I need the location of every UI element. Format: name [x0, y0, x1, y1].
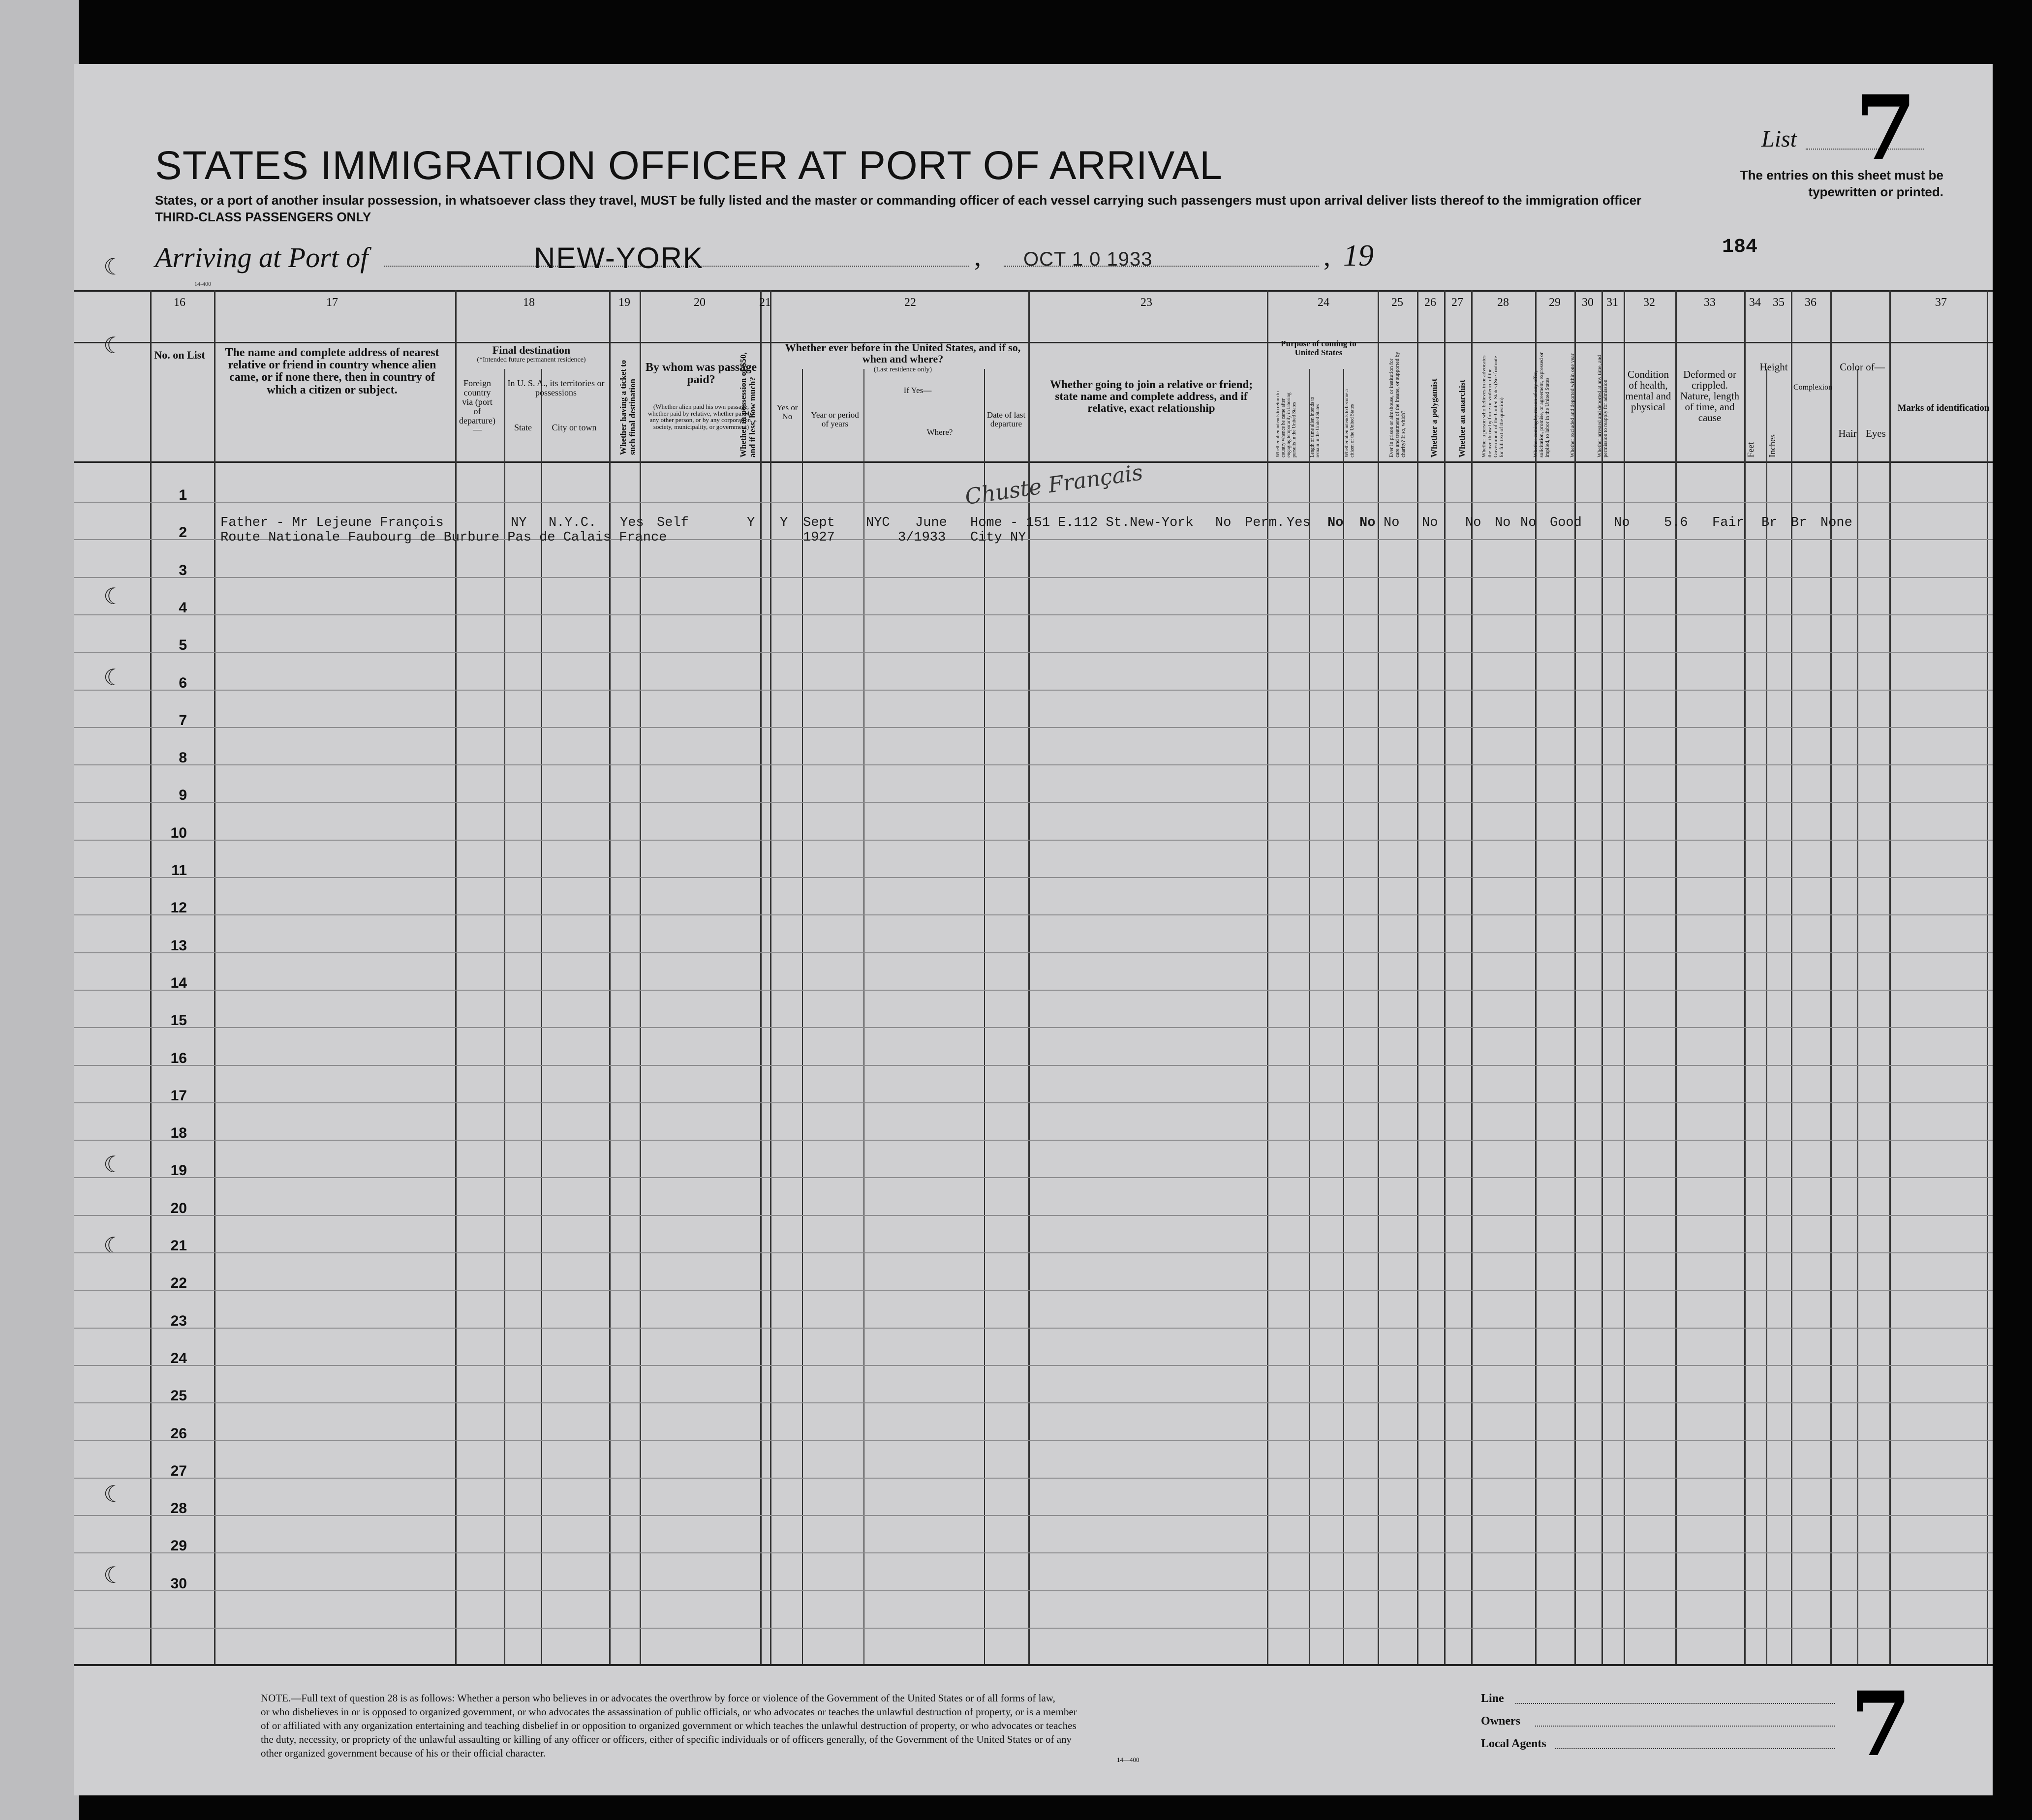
row-number: 9 [179, 787, 187, 804]
row-line [74, 1440, 1993, 1441]
header-bottom-border [74, 461, 1993, 463]
column-number: 21 [759, 296, 771, 309]
column-number: 22 [904, 296, 916, 309]
column-number: 37 [1935, 296, 1947, 309]
destination-city: N.Y.C. [549, 516, 597, 530]
column-number: 28 [1497, 296, 1509, 309]
eyes-value: Br [1791, 516, 1807, 530]
footnote-line-4: the duty, necessity, or propriety of the unlawful assaulting or killing of any officer or officers, either of specific individuals or of officers generally, of the Government of the United States or of any [261, 1733, 1072, 1745]
header-q28: Whether a person who believes in or advocates the overthrow by force or violence of the Government of the United States (See footnote for full text of the question) [1481, 355, 1505, 457]
header-year: Year or period of years [811, 410, 859, 428]
column-line [1309, 369, 1310, 1664]
column-line [1574, 290, 1576, 1664]
purpose-return-value: No [1215, 516, 1232, 530]
column-line [214, 290, 216, 1664]
column-number-border [74, 342, 1993, 343]
page-subtitle: States, or a port of another insular possession, in whatsoever class they travel, MUST be fully listed and the master or commanding officer of each vessel carrying such passengers must upon arrival deliver lists thereof to the immigration officer [155, 193, 1642, 208]
row-line [74, 1252, 1993, 1253]
row-number: 22 [170, 1275, 187, 1292]
binder-clip-icon: ☾ [103, 1481, 124, 1507]
column-line [1889, 290, 1891, 1664]
row-number: 4 [179, 599, 187, 616]
header-passage-paid: By whom was passage paid? [645, 361, 757, 387]
line-underline [1515, 1703, 1835, 1704]
column-line [1744, 290, 1746, 1664]
row-number: 28 [170, 1500, 187, 1517]
footer-list-number: 7 [1850, 1672, 1912, 1776]
row-line [74, 1590, 1993, 1591]
header-feet: Feet [1746, 442, 1755, 457]
header-purpose-length: Length of time alien intends to remain in the United States [1310, 396, 1321, 457]
row-number: 30 [170, 1575, 187, 1592]
column-line [1675, 290, 1677, 1664]
column-line [640, 290, 641, 1664]
anarchist-value: No [1384, 516, 1400, 530]
ticket-value: Yes [620, 516, 644, 530]
page-margin [0, 0, 79, 1820]
footnote-line-3: of or affiliated with any organization entertaining and teaching disbelief in or opposition to organized government or which teaches the unlawful destruction of property, or who advocates or teaches [261, 1720, 1077, 1731]
polygamist-value: No [1359, 516, 1376, 530]
q28-value: No [1422, 516, 1438, 530]
column-number: 26 [1424, 296, 1436, 309]
row-number: 27 [170, 1462, 187, 1479]
footnote-line-1: NOTE.—Full text of question 28 is as follows: Whether a person who believes in or advocates the overthrow by force or violence of the Government of the United States or of all forms of law, [261, 1692, 1055, 1704]
binder-clip-icon: ☾ [103, 583, 124, 609]
header-state: State [514, 423, 532, 432]
before-in-us-value: Y [780, 516, 788, 530]
row-line [74, 614, 1993, 615]
row-line [74, 690, 1993, 691]
passenger-class: THIRD-CLASS PASSENGERS ONLY [155, 210, 371, 224]
column-line [1766, 369, 1767, 1664]
row-number: 15 [170, 1012, 187, 1029]
header-final-destination-note: (*Intended future permanent residence) [477, 356, 586, 364]
column-number: 17 [326, 296, 338, 309]
row-line [74, 764, 1993, 765]
purpose-citizen-value: Yes [1287, 516, 1311, 530]
year-value-1: Sept [803, 516, 835, 530]
row-line [74, 727, 1993, 728]
row-line [74, 1365, 1993, 1366]
deformed-value: No [1614, 516, 1630, 530]
column-line [802, 369, 803, 1664]
page-title: STATES IMMIGRATION OFFICER AT PORT OF ARRIVAL [155, 143, 1223, 188]
header-ever-before: Whether ever before in the United States, and if so, when and where? [785, 341, 1021, 365]
owners-underline [1535, 1726, 1835, 1727]
column-line [1417, 290, 1418, 1664]
header-q29: Whether coming by reason of any offer, solicitation, promise, or agreement, expressed or implied, to labor in the United States [1533, 352, 1551, 457]
header-eyes: Eyes [1866, 427, 1886, 439]
line-label: Line [1481, 1692, 1504, 1705]
header-health: Condition of health, mental and physical [1625, 368, 1671, 413]
row-number: 25 [170, 1388, 187, 1404]
header-fifty-dollars: Whether in possession of $50, and if less, how much? [739, 352, 757, 457]
row-number: 5 [179, 637, 187, 654]
row-number: 3 [179, 562, 187, 578]
column-line [1791, 290, 1792, 1664]
row-line [74, 990, 1993, 991]
binder-clip-icon: ☾ [103, 665, 124, 690]
form-code: 14-400 [194, 280, 211, 287]
column-number: 23 [1140, 296, 1152, 309]
column-number: 25 [1391, 296, 1403, 309]
column-line [1857, 369, 1858, 1664]
header-yes-no: Yes or No [776, 403, 798, 421]
header-deformed: Deformed or crippled. Nature, length of time, and cause [1680, 368, 1740, 424]
join-address-1: Home - 151 E.112 St.New-York [970, 516, 1194, 530]
footnote-line-2: or who disbelieves in or is opposed to organized government, or who advocates the assassination of public officials, or who advocates or teaches the unlawful destruction of property, or is a member [261, 1706, 1077, 1718]
row-line [74, 1628, 1993, 1629]
row-number: 16 [170, 1050, 187, 1066]
column-line [984, 369, 985, 1664]
column-line [1624, 290, 1625, 1664]
row-number: 6 [179, 674, 187, 691]
row-number: 1 [179, 487, 187, 503]
column-line [770, 290, 771, 1664]
column-line [1987, 290, 1988, 1664]
q30-value: No [1495, 516, 1511, 530]
header-join-relative: Whether going to join a relative or friend; state name and complete address, and if relative, exact relationship [1049, 378, 1253, 415]
column-number: 32 [1643, 296, 1655, 309]
row-number: 10 [170, 824, 187, 841]
q29-value: No [1465, 516, 1481, 530]
header-ever-before-note: (Last residence only) [873, 366, 932, 373]
row-line [74, 1027, 1993, 1028]
marks-value: None [1820, 516, 1852, 530]
row-line [74, 802, 1993, 803]
column-number: 24 [1318, 296, 1329, 309]
column-number: 19 [618, 296, 630, 309]
header-city: City or town [552, 423, 597, 432]
row-number: 23 [170, 1312, 187, 1329]
column-line [1830, 290, 1832, 1664]
row-line [74, 1102, 1993, 1103]
departure-value-2: 3/1933 [898, 530, 946, 545]
height-value: 5.6 [1664, 516, 1688, 530]
row-line [74, 502, 1993, 503]
column-line [1535, 290, 1537, 1664]
row-line [74, 1515, 1993, 1516]
row-number: 29 [170, 1538, 187, 1554]
manifest-sheet: ☾ ☾ ☾ ☾ ☾ ☾ ☾ ☾ STATES IMMIGRATION OFFICER AT PORT OF ARRIVAL States, or a port of another insular possession, in whatsoever class they travel, MUST be fully listed and the master or commanding officer of each vessel carrying such passengers must upon arrival deliver lists thereof to the immigration officer THIRD-CLASS PASSENGERS ONLY List 7 The entries on this sheet must be typewritten or printed. Arriving at Port of NEW-YORK , OCT 1 0 1933 , 19 184 14-400 16 17 18 19 20 21 22 23 24 25 26 27 28 29 30 31 32 33 34 35 36 37 No. on List The name and complete address of nearest relative or friend in country whence alien came, or if none there, then in country of which a citizen or subject. Final destination (*Intended future permanent residence) Foreign country via (port of departure)— In U. S. A., its territories or possessions State City or town Whether having a ticket to such final destination By whom was passage paid? (Whether alien paid his own passage, whether paid by relative, whether paid by any other person, or by any corporation, society, municipality, or government) Whether in possession of $50, and if less, how much? Whether ever before in the United States, and if so, when and where? (Last residence only) Yes or No If Yes— Year or period of years Where? Date of last departure Whether going to join a relative or friend; state name and complete address, and if relative, exact relationship Purpose of coming to United States Whether alien intends to return to country whence he came after engaging temporarily in laboring pursuits in the United States Length of time alien intends to remain in the United States Whether alien intends to become a citizen of the United States Ever in prison or almshouse, or institution for care and treatment of the insane, or supported by charity? If so, which? Whether a polygamist Whether an anarchist Whether a person who believes in or advocates the overthrow by force or violence of the Government of the United States (See footnote for full text of the question) Whether coming by reason of any offer, solicitation, promise, or agreement, expressed or implied, to labor in the United States Whether excluded and deported within one year Whether arrested and deported at any time, and permission to reapply for admission Condition of health, mental and physical Deformed or crippled. Nature, length of time, and cause Height Feet Inches Complexion Color of— Hair Eyes Marks of identification 1 2 3 4 5 6 7 8 9 10 11 12 13 14 15 16 17 18 19 20 21 22 23 24 25 26 27 28 29 30 Father - Mr Lejeune François Route Nationale Faubourg de Burbure Pas de Calais France NY N.Y.C. Yes Self Y Y Sept 1927 NYC June 3/1933 Home - 151 E.112 St.New-York City NY Chuste Français No Perm. Yes No No No No No No No Good No 5.6 Fair Br Br None NOTE.—Full text of question 28 is as follows: Whether a person who believes in or advocates the overthrow by force or violence of the Government of the United States or of all forms of law, or who disbelieves in or is opposed to organized government, or who advocates the assassination of public officials, or who advocates or teaches the unlawful destruction of property, or is a member of or affiliated with any organization entertaining and teaching disbelief in or opposition to organized government or which teaches the unlawful destruction of property, or who advocates or teaches the duty, necessity, or propriety of the unlawful assaulting or killing of any officer or officers, either of specific individuals or of officers generally, of the Government of the United States or of any other organized government because of his or their official character. 14—400 Line Owners Local Agents 7 [74, 64, 1993, 1795]
relative-name: Father - Mr Lejeune François [220, 516, 444, 530]
column-number: 30 [1582, 296, 1594, 309]
header-color: Color of— [1840, 361, 1885, 373]
binder-clip-icon: ☾ [103, 1562, 124, 1588]
header-purpose-return: Whether alien intends to return to country whence he came after engaging temporarily in laboring pursuits in the United States [1275, 391, 1297, 457]
port-of-arrival: NEW-YORK [534, 242, 704, 274]
row-number: 12 [170, 900, 187, 916]
column-number: 29 [1549, 296, 1561, 309]
row-line [74, 1177, 1993, 1178]
row-number: 20 [170, 1200, 187, 1216]
paid-by-value: Self [657, 516, 689, 530]
header-hair: Hair [1838, 427, 1857, 439]
column-line [1444, 290, 1446, 1664]
column-line [504, 369, 505, 1664]
hair-value: Br [1761, 516, 1778, 530]
header-in-usa: In U. S. A., its territories or possessions [507, 378, 605, 397]
header-anarchist: Whether an anarchist [1457, 379, 1467, 457]
year-value-2: 1927 [803, 530, 835, 545]
column-line [609, 290, 611, 1664]
header-no-on-list: No. on List [154, 349, 205, 361]
row-line [74, 1478, 1993, 1479]
column-number: 33 [1704, 296, 1716, 309]
row-line [74, 1140, 1993, 1141]
complexion-value: Fair [1712, 516, 1744, 530]
prison-value: No [1327, 516, 1344, 530]
row-line [74, 652, 1993, 653]
row-number: 19 [170, 1162, 187, 1179]
list-label: List [1761, 126, 1797, 152]
row-line [74, 1215, 1993, 1216]
year-prefix: 19 [1343, 239, 1374, 273]
row-number: 24 [170, 1350, 187, 1366]
purpose-length-value: Perm. [1245, 516, 1285, 530]
row-number: 2 [179, 524, 187, 541]
footer-form-code: 14—400 [1117, 1756, 1139, 1763]
where-value: NYC [866, 516, 890, 530]
header-purpose-citizen: Whether alien intends to become a citizen of the United States [1344, 389, 1355, 457]
header-inches: Inches [1767, 434, 1777, 457]
row-number: 21 [170, 1238, 187, 1254]
row-line [74, 914, 1993, 915]
column-number: 27 [1451, 296, 1463, 309]
list-number: 7 [1855, 76, 1917, 180]
column-line [541, 369, 542, 1664]
column-number: 36 [1805, 296, 1816, 309]
row-number: 18 [170, 1125, 187, 1142]
column-number: 35 [1773, 296, 1785, 309]
row-line [74, 577, 1993, 578]
row-line [74, 1402, 1993, 1403]
header-ticket: Whether having a ticket to such final destination [618, 360, 637, 455]
header-last-departure: Date of last departure [986, 410, 1026, 428]
column-line [863, 369, 864, 1664]
departure-value-1: June [915, 516, 947, 530]
header-passage-paid-note: (Whether alien paid his own passage, whether paid by relative, whether paid by any other person, or by any corporation, society, municipality, or government) [647, 403, 755, 430]
destination-state: NY [511, 516, 527, 530]
column-line [1601, 290, 1603, 1664]
row-line [74, 1552, 1993, 1553]
column-number: 34 [1749, 296, 1761, 309]
binder-clip-icon: ☾ [103, 1233, 124, 1258]
table-bottom-border [74, 1664, 1993, 1666]
binder-clip-icon: ☾ [103, 254, 124, 279]
header-complexion: Complexion [1793, 383, 1833, 392]
header-where: Where? [926, 427, 953, 437]
row-number: 11 [171, 862, 187, 879]
arriving-label: Arriving at Port of [155, 242, 369, 273]
row-line [74, 877, 1993, 878]
header-final-destination: Final destination [492, 344, 571, 356]
row-line [74, 1290, 1993, 1291]
column-number: 18 [523, 296, 535, 309]
header-q30: Whether excluded and deported within one year [1570, 353, 1575, 457]
join-address-2: City NY [970, 530, 1026, 545]
column-number: 31 [1606, 296, 1618, 309]
relative-address: Route Nationale Faubourg de Burbure Pas de Calais France [220, 530, 667, 545]
header-marks: Marks of identification [1897, 403, 1990, 413]
binder-clip-icon: ☾ [103, 333, 124, 358]
row-number: 17 [170, 1087, 187, 1104]
header-height: Height [1759, 361, 1788, 373]
column-line [455, 290, 457, 1664]
row-number: 26 [170, 1425, 187, 1442]
owners-label: Owners [1481, 1715, 1520, 1728]
row-number: 7 [179, 712, 187, 728]
row-number: 8 [179, 750, 187, 766]
row-line [74, 1328, 1993, 1329]
column-number: 16 [174, 296, 185, 309]
row-line [74, 840, 1993, 841]
binder-clip-icon: ☾ [103, 1152, 124, 1177]
page-number: 184 [1722, 236, 1758, 258]
agents-label: Local Agents [1481, 1737, 1546, 1750]
header-polygamist: Whether a polygamist [1429, 378, 1439, 457]
health-value: Good [1550, 516, 1582, 530]
table-top-border [74, 290, 1993, 292]
column-number: 20 [694, 296, 706, 309]
typewritten-instructions: The entries on this sheet must be typewritten or printed. [1740, 168, 1943, 199]
column-line [1343, 369, 1344, 1664]
header-q31: Whether arrested and deported at any time, and permission to reapply for admission [1597, 355, 1609, 457]
q31-value: No [1520, 516, 1537, 530]
fifty-dollars-value: Y [747, 516, 755, 530]
row-number: 14 [170, 974, 187, 991]
column-line [1267, 290, 1268, 1664]
header-foreign-country: Foreign country via (port of departure)— [459, 378, 495, 435]
arrival-date-stamp: OCT 1 0 1933 [1023, 248, 1153, 270]
header-if-yes: If Yes— [903, 386, 932, 395]
agents-underline [1555, 1748, 1835, 1749]
column-line [760, 290, 762, 1664]
header-prison: Ever in prison or almshouse, or institution for care and treatment of the insane, or supported by charity? If so, which? [1388, 352, 1407, 457]
column-line [1471, 290, 1473, 1664]
row-number: 13 [170, 937, 187, 954]
header-purpose: Purpose of coming to United States [1281, 339, 1356, 357]
footnote-line-5: other organized government because of his or their official character. [261, 1747, 546, 1759]
row-line [74, 1065, 1993, 1066]
handwritten-annotation: Chuste Français [963, 459, 1145, 510]
column-line [1378, 290, 1379, 1664]
header-nearest-relative: The name and complete address of nearest relative or friend in country whence alien came, or if none there, then in country of which a citizen or subject. [225, 346, 439, 396]
row-line [74, 952, 1993, 953]
